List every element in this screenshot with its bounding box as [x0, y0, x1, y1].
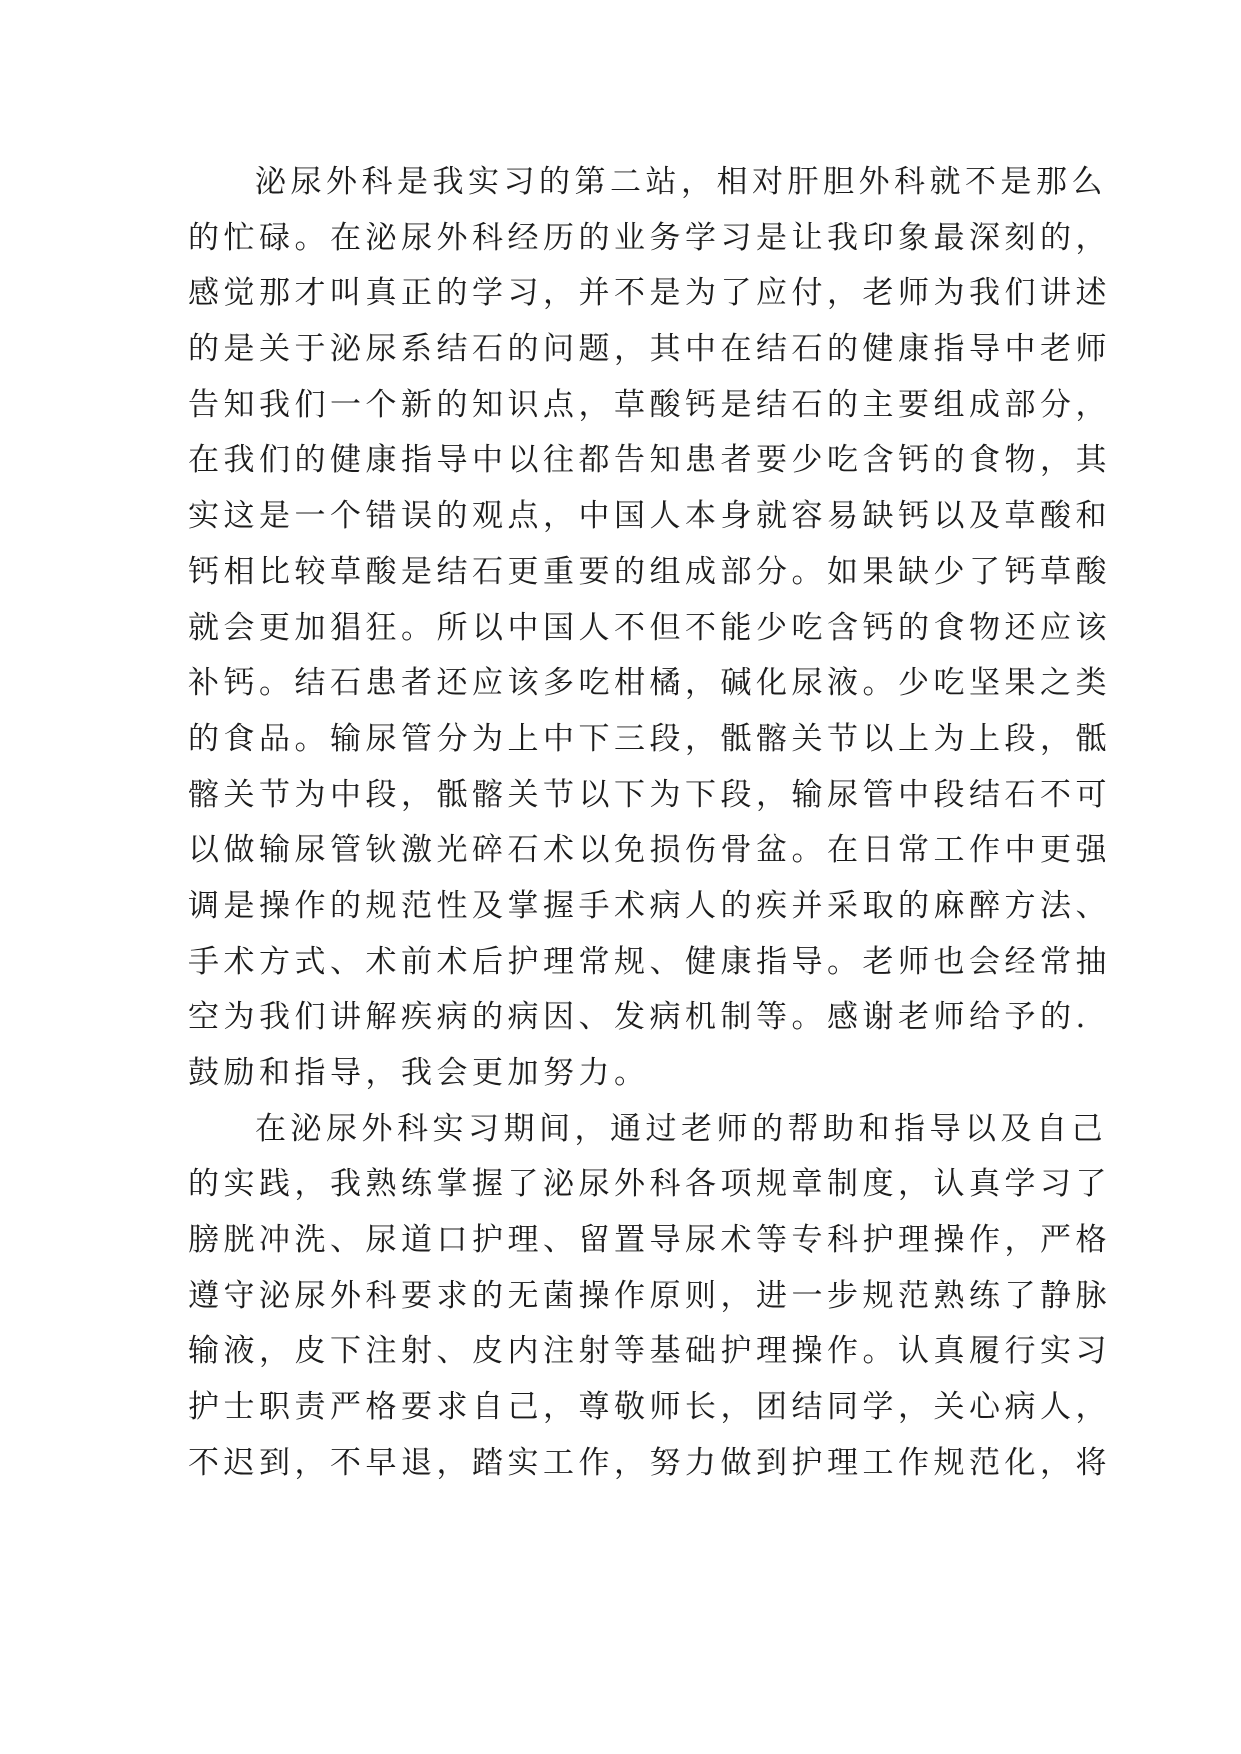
text-line: 鼓励和指导，我会更加努力。 [188, 1055, 650, 1091]
text-line: 钙相比较草酸是结石更重要的组成部分。如果缺少了钙草酸 [188, 553, 1111, 590]
text-line: 的食品。输尿管分为上中下三段，骶髂关节以上为上段，骶 [188, 720, 1111, 757]
text-line: 膀胱冲洗、尿道口护理、留置导尿术等专科护理操作，严格 [188, 1222, 1111, 1259]
text-line: 的是关于泌尿系结石的问题，其中在结石的健康指导中老师 [188, 331, 1111, 368]
text-line: 不迟到，不早退，踏实工作，努力做到护理工作规范化，将 [188, 1444, 1111, 1481]
body-text [188, 155, 1111, 1492]
text-line: 的实践，我熟练掌握了泌尿外科各项规章制度，认真学习了 [188, 1166, 1111, 1203]
text-line: 的忙碌。在泌尿外科经历的业务学习是让我印象最深刻的， [188, 219, 1111, 256]
text-line: 告知我们一个新的知识点，草酸钙是结石的主要组成部分， [188, 386, 1111, 423]
text-line: 补钙。结石患者还应该多吃柑橘，碱化尿液。少吃坚果之类 [188, 665, 1111, 702]
text-line: 泌尿外科是我实习的第二站，相对肝胆外科就不是那么 [255, 164, 1107, 200]
text-line: 感觉那才叫真正的学习，并不是为了应付，老师为我们讲述 [188, 275, 1111, 312]
paragraph-2 [188, 1102, 1111, 1492]
text-line: 髂关节为中段，骶髂关节以下为下段，输尿管中段结石不可 [188, 776, 1111, 813]
text-line: 遵守泌尿外科要求的无菌操作原则，进一步规范熟练了静脉 [188, 1277, 1111, 1314]
text-line: 在我们的健康指导中以往都告知患者要少吃含钙的食物，其 [188, 442, 1111, 479]
text-line: 空为我们讲解疾病的病因、发病机制等。感谢老师给予的. [188, 999, 1090, 1036]
paragraph-1 [188, 155, 1111, 1102]
text-line: 护士职责严格要求自己，尊敬师长，团结同学，关心病人， [188, 1389, 1111, 1426]
text-line: 调是操作的规范性及掌握手术病人的疾并采取的麻醉方法、 [188, 887, 1111, 924]
text-line: 手术方式、术前术后护理常规、健康指导。老师也会经常抽 [188, 943, 1111, 980]
text-line: 就会更加猖狂。所以中国人不但不能少吃含钙的食物还应该 [188, 609, 1111, 646]
text-line: 以做输尿管钬激光碎石术以免损伤骨盆。在日常工作中更强 [188, 832, 1111, 869]
text-line: 在泌尿外科实习期间，通过老师的帮助和指导以及自己 [255, 1110, 1107, 1147]
text-line: 实这是一个错误的观点，中国人本身就容易缺钙以及草酸和 [188, 498, 1111, 535]
text-line: 输液，皮下注射、皮内注射等基础护理操作。认真履行实习 [188, 1333, 1111, 1370]
